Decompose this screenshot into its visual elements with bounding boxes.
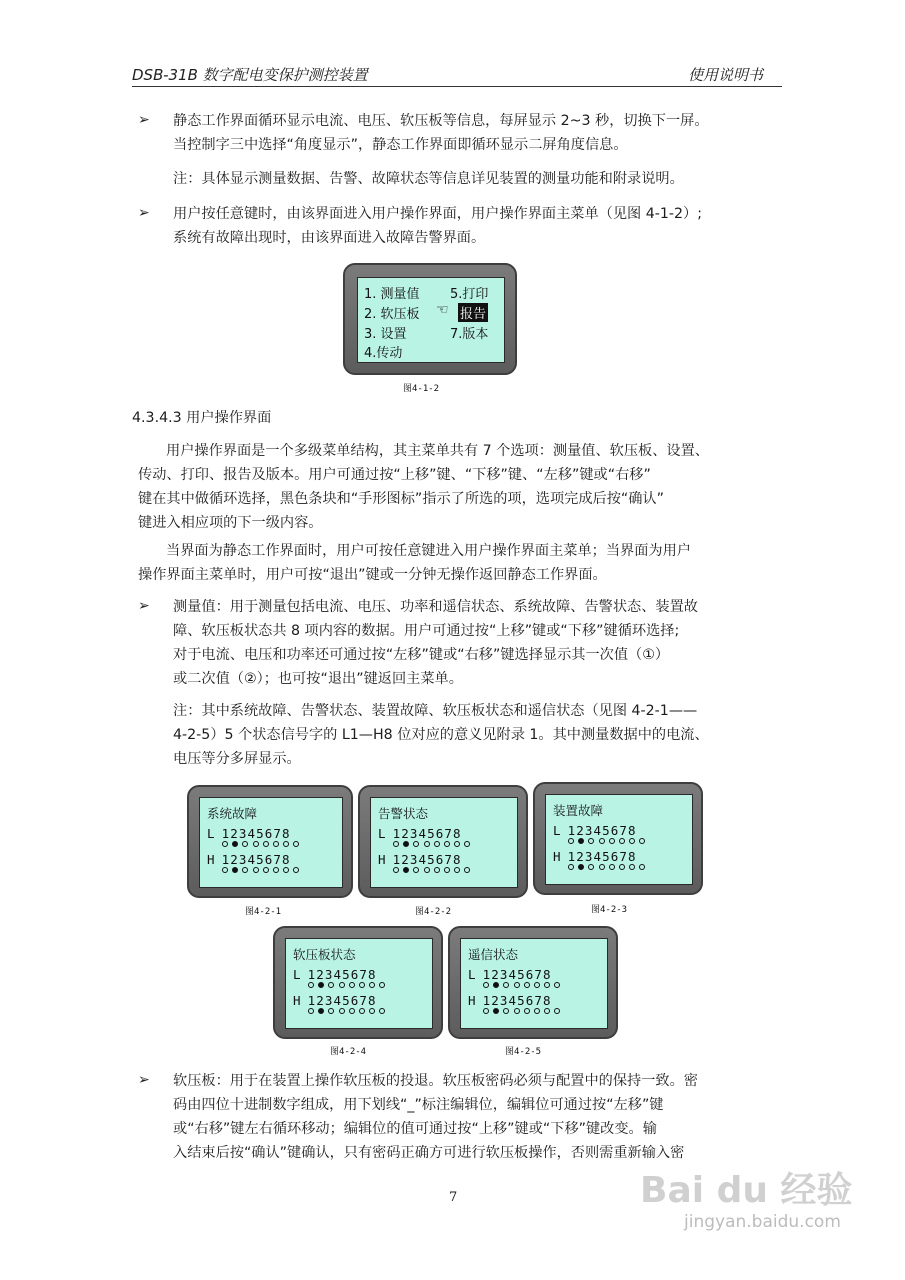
status-bit-indicator (232, 867, 238, 873)
status-bit-indicator (369, 1008, 375, 1014)
status-bit-indicator (599, 838, 605, 844)
status-row-label: L (468, 967, 477, 982)
status-bit-indicator (554, 982, 560, 988)
status-bit-indicator (393, 867, 399, 873)
menu-item-settings: 3. 设置 (364, 327, 407, 342)
status-bit-numbers: 12345678 (221, 826, 291, 841)
status-bit-indicator (293, 867, 299, 873)
note-line: 注：其中系统故障、告警状态、装置故障、软压板状态和遥信状态（见图 4-2-1—— (173, 703, 698, 719)
status-bit-indicator (454, 867, 460, 873)
status-bit-indicator (293, 841, 299, 847)
status-row-label: L (207, 826, 216, 841)
status-bit-indicator (242, 841, 248, 847)
status-bit-indicator (379, 982, 385, 988)
status-bit-indicator (578, 838, 584, 844)
status-bit-indicator (524, 1008, 530, 1014)
status-row-label: L (378, 826, 387, 841)
status-screen-title: 软压板状态 (293, 947, 356, 962)
lcd-screen (545, 794, 693, 885)
text-line: 或二次值（②）；也可按“退出”键返回主菜单。 (173, 671, 463, 687)
menu-item-report-selected: 报告 (458, 303, 488, 322)
figure-caption: 图4-1-2 (403, 384, 440, 394)
status-row-label: H (293, 993, 302, 1008)
status-bit-indicator (359, 982, 365, 988)
status-bit-indicator (349, 1008, 355, 1014)
status-bit-indicator (273, 841, 279, 847)
menu-item-drive: 4.传动 (364, 346, 403, 361)
status-bit-indicator (403, 841, 409, 847)
status-bit-indicator (619, 838, 625, 844)
menu-item-version: 7.版本 (450, 327, 489, 342)
status-lcd (187, 785, 353, 898)
status-bit-indicator (222, 841, 228, 847)
status-screen-title: 装置故障 (553, 803, 604, 818)
hand-pointer-icon: ☜ (436, 302, 449, 318)
status-bit-indicator (609, 838, 615, 844)
text-line: 软压板：用于在装置上操作软压板的投退。软压板密码必须与配置中的保持一致。密 (173, 1073, 698, 1089)
status-bit-numbers: 12345678 (567, 823, 637, 838)
status-bit-indicator (629, 864, 635, 870)
status-bit-indicator (464, 841, 470, 847)
status-bit-indicator (514, 982, 520, 988)
status-bit-numbers: 12345678 (392, 852, 462, 867)
status-bit-indicator (349, 982, 355, 988)
text-line: 入结束后按“确认”键确认，只有密码正确方可进行软压板操作，否则需重新输入密 (173, 1145, 685, 1161)
menu-item-measure: 1. 测量值 (364, 287, 420, 302)
status-bit-indicator (609, 864, 615, 870)
text-line: 传动、打印、报告及版本。用户可通过按“上移”键、“下移”键、“左移”键或“右移” (138, 467, 651, 483)
status-bit-indicator (393, 841, 399, 847)
main-menu-lcd (343, 263, 517, 375)
status-bit-indicator (253, 867, 259, 873)
text-line: 或“右移”键左右循环移动；编辑位的值可通过按“上移”键或“下移”键改变。输 (173, 1121, 657, 1137)
status-bit-indicator (578, 864, 584, 870)
status-lcd (358, 785, 528, 898)
status-bit-indicator (318, 982, 324, 988)
text-line: 障、软压板状态共 8 项内容的数据。用户可通过按“上移”键或“下移”键循环选择; (173, 623, 680, 639)
text-line: 测量值：用于测量包括电流、电压、功率和遥信状态、系统故障、告警状态、装置故 (173, 599, 698, 615)
status-bit-indicator (619, 864, 625, 870)
lcd-screen (370, 797, 518, 888)
status-screen-title: 告警状态 (378, 806, 429, 821)
status-row-label: L (293, 967, 302, 982)
status-bit-indicator (503, 1008, 509, 1014)
bullet-arrow-icon: ➢ (138, 1072, 150, 1088)
status-bit-indicator (483, 982, 489, 988)
figure-caption: 图4-2-5 (505, 1047, 542, 1057)
status-bit-indicator (424, 867, 430, 873)
status-bit-indicator (464, 867, 470, 873)
text-line: 当控制字三中选择“角度显示”，静态工作界面即循环显示二屏角度信息。 (173, 137, 628, 153)
status-bit-numbers: 12345678 (307, 967, 377, 982)
status-bit-indicator (413, 841, 419, 847)
status-bit-indicator (222, 867, 228, 873)
status-row-label: H (468, 993, 477, 1008)
status-bit-indicator (599, 864, 605, 870)
status-bit-indicator (444, 841, 450, 847)
figure-caption: 图4-2-2 (415, 907, 452, 917)
note-line: 4-2-5）5 个状态信号字的 L1—H8 位对应的意义见附录 1。其中测量数据中的电流、 (173, 727, 709, 743)
menu-item-softplate: 2. 软压板 (364, 307, 420, 322)
status-bit-indicator (283, 841, 289, 847)
text-line: 操作界面主菜单时，用户可按“退出”键或一分钟无操作返回静态工作界面。 (138, 567, 607, 583)
status-bit-indicator (328, 1008, 334, 1014)
text-line: 码由四位十进制数字组成，用下划线“_”标注编辑位，编辑位可通过按“左移”键 (173, 1097, 664, 1113)
status-bit-indicator (328, 982, 334, 988)
status-bit-indicator (568, 838, 574, 844)
bullet-arrow-icon: ➢ (138, 205, 150, 221)
status-bit-indicator (639, 864, 645, 870)
status-bit-indicator (534, 982, 540, 988)
status-bit-indicator (434, 841, 440, 847)
status-row-label: L (553, 823, 562, 838)
status-bit-indicator (308, 1008, 314, 1014)
status-bit-numbers: 12345678 (482, 993, 552, 1008)
status-row-label: H (553, 849, 562, 864)
status-bit-indicator (568, 864, 574, 870)
status-bit-indicator (544, 982, 550, 988)
status-screen-title: 遥信状态 (468, 947, 519, 962)
status-bit-numbers: 12345678 (392, 826, 462, 841)
status-lcd (533, 782, 703, 895)
lcd-screen (357, 277, 505, 363)
status-bit-indicator (308, 982, 314, 988)
status-bit-indicator (359, 1008, 365, 1014)
bullet-arrow-icon: ➢ (138, 598, 150, 614)
text-line: 系统有故障出现时，由该界面进入故障告警界面。 (173, 230, 486, 246)
status-bit-indicator (544, 1008, 550, 1014)
status-bit-indicator (493, 982, 499, 988)
status-bit-indicator (403, 867, 409, 873)
status-bit-indicator (253, 841, 259, 847)
status-bit-indicator (483, 1008, 489, 1014)
status-row-label: H (378, 852, 387, 867)
status-bit-indicator (454, 841, 460, 847)
status-bit-indicator (503, 982, 509, 988)
text-line: 当界面为静态工作界面时，用户可按任意键进入用户操作界面主菜单；当界面为用户 (166, 543, 691, 559)
status-lcd (448, 926, 618, 1039)
status-bit-indicator (554, 1008, 560, 1014)
text-line: 用户操作界面是一个多级菜单结构，其主菜单共有 7 个选项：测量值、软压板、设置、 (166, 443, 709, 459)
status-row-label: H (207, 852, 216, 867)
status-bit-indicator (514, 1008, 520, 1014)
status-bit-indicator (534, 1008, 540, 1014)
status-bit-indicator (232, 841, 238, 847)
lcd-screen (285, 938, 433, 1029)
text-line: 键进入相应项的下一级内容。 (138, 515, 323, 531)
menu-item-print: 5.打印 (450, 287, 489, 302)
text-line: 对于电流、电压和功率还可通过按“左移”键或“右移”键选择显示其一次值（①） (173, 647, 670, 663)
status-bit-indicator (339, 982, 345, 988)
status-bit-indicator (424, 841, 430, 847)
header-rule (132, 86, 782, 87)
text-line: 键在其中做循环选择，黑色条块和“手形图标”指示了所选的项，选项完成后按“确认” (138, 491, 664, 507)
note-line: 电压等分多屏显示。 (173, 751, 301, 767)
status-bit-indicator (588, 864, 594, 870)
bullet-arrow-icon: ➢ (138, 112, 150, 128)
status-lcd (273, 926, 443, 1039)
status-bit-indicator (263, 841, 269, 847)
figure-caption: 图4-2-1 (245, 907, 282, 917)
status-bit-indicator (629, 838, 635, 844)
status-bit-numbers: 12345678 (221, 852, 291, 867)
status-bit-indicator (339, 1008, 345, 1014)
baidu-watermark-url: jingyan.baidu.com (684, 1212, 841, 1232)
status-bit-indicator (242, 867, 248, 873)
status-bit-indicator (444, 867, 450, 873)
header-doc-type: 使用说明书 (688, 66, 764, 84)
status-bit-indicator (413, 867, 419, 873)
header-title: DSB-31B 数字配电变保护测控装置 (132, 66, 368, 84)
status-bit-indicator (639, 838, 645, 844)
status-bit-indicator (379, 1008, 385, 1014)
status-bit-indicator (263, 867, 269, 873)
section-title: 4.3.4.3 用户操作界面 (132, 410, 272, 426)
status-bit-indicator (369, 982, 375, 988)
status-bit-indicator (434, 867, 440, 873)
text-line: 用户按任意键时，由该界面进入用户操作界面，用户操作界面主菜单（见图 4-1-2）; (173, 206, 702, 222)
figure-caption: 图4-2-3 (591, 905, 628, 915)
status-bit-indicator (493, 1008, 499, 1014)
status-bit-indicator (283, 867, 289, 873)
figure-caption: 图4-2-4 (330, 1047, 367, 1057)
baidu-watermark-logo: Bai du 经验 (640, 1170, 853, 1211)
status-bit-indicator (588, 838, 594, 844)
status-bit-numbers: 12345678 (307, 993, 377, 1008)
status-screen-title: 系统故障 (207, 806, 258, 821)
lcd-screen (199, 797, 343, 888)
status-bit-numbers: 12345678 (482, 967, 552, 982)
note-line: 注：具体显示测量数据、告警、故障状态等信息详见装置的测量功能和附录说明。 (173, 171, 684, 187)
status-bit-numbers: 12345678 (567, 849, 637, 864)
status-bit-indicator (273, 867, 279, 873)
page-number: 7 (449, 1190, 458, 1205)
lcd-screen (460, 938, 608, 1029)
text-line: 静态工作界面循环显示电流、电压、软压板等信息，每屏显示 2~3 秒，切换下一屏。 (173, 113, 709, 129)
status-bit-indicator (524, 982, 530, 988)
status-bit-indicator (318, 1008, 324, 1014)
